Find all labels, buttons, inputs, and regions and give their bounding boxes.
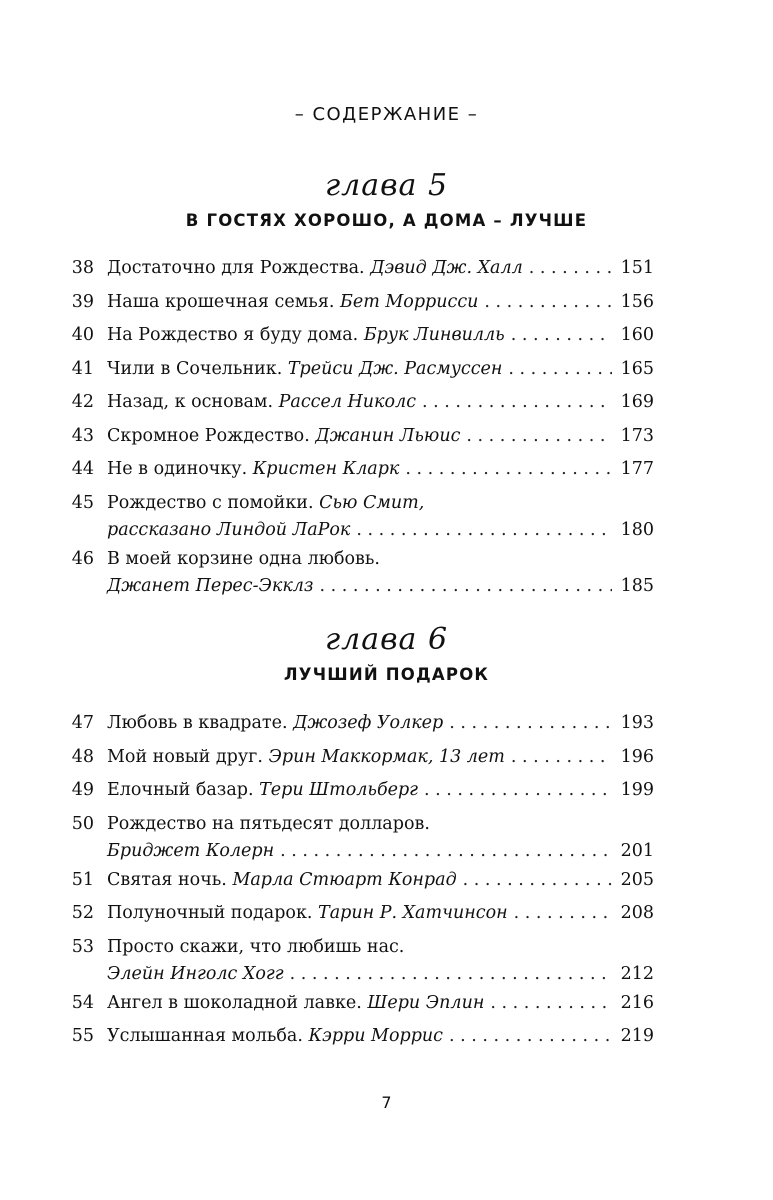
entry-author: Джанет Перес-Экклз bbox=[107, 575, 314, 596]
entry-number: 51 bbox=[71, 869, 94, 890]
entry-number: 45 bbox=[71, 492, 94, 513]
toc-entry bbox=[64, 778, 654, 802]
toc-entry bbox=[64, 323, 654, 347]
entry-number: 42 bbox=[71, 392, 94, 412]
entry-title: Мой новый друг. bbox=[107, 746, 263, 767]
entry-number: 44 bbox=[71, 459, 94, 479]
entry-line bbox=[107, 574, 654, 598]
entry-author: Шери Эплин bbox=[367, 992, 485, 1013]
entry-number: 53 bbox=[71, 936, 94, 957]
toc-entry bbox=[64, 991, 654, 1015]
entry-line bbox=[107, 290, 654, 314]
dot-leader bbox=[466, 424, 612, 448]
entry-number: 47 bbox=[71, 713, 94, 733]
entry-number: 41 bbox=[71, 358, 94, 379]
entry-title: Рождество с помойки. bbox=[107, 492, 314, 513]
entry-number: 43 bbox=[71, 425, 94, 446]
toc-entry bbox=[64, 935, 654, 983]
entry-title: Святая ночь. bbox=[107, 869, 227, 890]
entry-number: 55 bbox=[71, 1026, 94, 1046]
entry-page: 156 bbox=[620, 291, 654, 312]
entry-line bbox=[107, 256, 654, 280]
entry-author: Кэрри Моррис bbox=[308, 1026, 443, 1046]
entry-page: 216 bbox=[620, 992, 654, 1013]
toc-entry bbox=[64, 711, 654, 735]
dot-leader bbox=[514, 901, 612, 925]
entry-line bbox=[107, 991, 654, 1015]
chapter-6-number: глава 6 bbox=[324, 622, 449, 657]
entry-title: Ангел в шоколадной лавке. bbox=[107, 992, 362, 1013]
toc-entry bbox=[64, 868, 654, 892]
entry-number: 49 bbox=[71, 780, 94, 800]
contents-header: – СОДЕРЖАНИЕ – bbox=[294, 104, 479, 125]
dot-leader bbox=[422, 390, 612, 414]
entry-page: 208 bbox=[620, 903, 654, 923]
entry-author: Марла Стюарт Конрад bbox=[232, 869, 457, 890]
dot-leader bbox=[511, 323, 612, 347]
entry-page: 160 bbox=[620, 325, 654, 345]
entry-author: Кристен Кларк bbox=[252, 459, 400, 479]
dot-leader bbox=[511, 745, 612, 769]
toc-entry bbox=[64, 290, 654, 314]
chapter-6-toc bbox=[64, 711, 654, 1058]
entry-line bbox=[107, 778, 654, 802]
entry-author: Тарин Р. Хатчинсон bbox=[318, 903, 508, 923]
toc-entry bbox=[64, 256, 654, 280]
entry-page: 193 bbox=[620, 713, 654, 733]
entry-author: Трейси Дж. Расмуссен bbox=[287, 358, 503, 379]
entry-line bbox=[107, 491, 654, 515]
entry-page: 199 bbox=[620, 780, 654, 800]
entry-number: 54 bbox=[71, 992, 94, 1013]
chapter-5-title: В ГОСТЯХ ХОРОШО, А ДОМА – ЛУЧШЕ bbox=[185, 211, 588, 230]
entry-number: 38 bbox=[71, 258, 94, 278]
entry-author: Элейн Инголс Хогг bbox=[107, 963, 284, 984]
entry-line bbox=[107, 390, 654, 414]
dot-leader bbox=[405, 457, 612, 481]
entry-line bbox=[107, 711, 654, 735]
chapter-5-toc bbox=[64, 256, 654, 603]
dot-leader bbox=[529, 256, 612, 280]
entry-page: 180 bbox=[620, 519, 654, 540]
dot-leader bbox=[290, 962, 612, 986]
entry-author: Эрин Маккормак, 13 лет bbox=[268, 746, 505, 767]
dot-leader bbox=[449, 711, 612, 735]
entry-line bbox=[107, 812, 654, 836]
entry-page: 201 bbox=[620, 840, 654, 861]
entry-number: 48 bbox=[71, 746, 94, 767]
entry-title: На Рождество я буду дома. bbox=[107, 325, 359, 345]
entry-line bbox=[107, 935, 654, 959]
toc-entry bbox=[64, 1024, 654, 1048]
entry-page: 169 bbox=[620, 392, 654, 412]
entry-line bbox=[107, 901, 654, 925]
toc-entry bbox=[64, 424, 654, 448]
entry-title: Наша крошечная семья. bbox=[107, 291, 335, 312]
entry-number: 40 bbox=[71, 325, 94, 345]
entry-page: 173 bbox=[620, 425, 654, 446]
entry-author: Дэвид Дж. Халл bbox=[370, 258, 523, 278]
entry-line bbox=[107, 962, 654, 986]
entry-page: 151 bbox=[620, 258, 654, 278]
dot-leader bbox=[449, 1024, 612, 1048]
entry-author: Сью Смит, bbox=[319, 492, 425, 513]
entry-page: 185 bbox=[620, 575, 654, 596]
entry-line bbox=[107, 323, 654, 347]
entry-line bbox=[107, 518, 654, 542]
chapter-6-title: ЛУЧШИЙ ПОДАРОК bbox=[283, 665, 490, 684]
entry-page: 219 bbox=[620, 1026, 654, 1046]
entry-line bbox=[107, 547, 654, 571]
entry-author: рассказано Линдой ЛаРок bbox=[107, 519, 351, 540]
entry-title: Любовь в квадрате. bbox=[107, 713, 288, 733]
entry-page: 177 bbox=[620, 459, 654, 479]
entry-line bbox=[107, 457, 654, 481]
entry-title: В моей корзине одна любовь. bbox=[107, 548, 380, 569]
page-number: 7 bbox=[381, 1093, 392, 1112]
entry-page: 196 bbox=[620, 746, 654, 767]
toc-entry bbox=[64, 357, 654, 381]
entry-title: Рождество на пятьдесят долларов. bbox=[107, 813, 430, 834]
dot-leader bbox=[356, 518, 612, 542]
entry-page: 165 bbox=[620, 358, 654, 379]
entry-author: Брук Линвилль bbox=[363, 325, 505, 345]
entry-title: Скромное Рождество. bbox=[107, 425, 310, 446]
entry-number: 46 bbox=[71, 548, 94, 569]
entry-line bbox=[107, 745, 654, 769]
dot-leader bbox=[463, 868, 612, 892]
dot-leader bbox=[280, 839, 612, 863]
dot-leader bbox=[424, 778, 612, 802]
entry-line bbox=[107, 868, 654, 892]
dot-leader bbox=[490, 991, 612, 1015]
dot-leader bbox=[484, 290, 612, 314]
entry-line bbox=[107, 357, 654, 381]
toc-entry bbox=[64, 812, 654, 860]
toc-entry bbox=[64, 745, 654, 769]
entry-title: Чили в Сочельник. bbox=[107, 358, 283, 379]
entry-title: Не в одиночку. bbox=[107, 459, 248, 479]
entry-title: Просто скажи, что любишь нас. bbox=[107, 936, 405, 957]
entry-author: Бет Моррисси bbox=[340, 291, 479, 312]
entry-number: 52 bbox=[71, 903, 94, 923]
dot-leader bbox=[319, 574, 612, 598]
entry-title: Назад, к основам. bbox=[107, 392, 274, 412]
entry-author: Тери Штольберг bbox=[259, 780, 419, 800]
entry-page: 205 bbox=[620, 869, 654, 890]
entry-number: 39 bbox=[71, 291, 94, 312]
toc-entry bbox=[64, 491, 654, 539]
toc-entry bbox=[64, 457, 654, 481]
entry-author: Джанин Льюис bbox=[315, 425, 461, 446]
toc-entry bbox=[64, 390, 654, 414]
entry-line bbox=[107, 424, 654, 448]
entry-title: Достаточно для Рождества. bbox=[107, 258, 365, 278]
dot-leader bbox=[508, 357, 612, 381]
toc-entry bbox=[64, 901, 654, 925]
entry-title: Полуночный подарок. bbox=[107, 903, 313, 923]
entry-number: 50 bbox=[71, 813, 94, 834]
entry-title: Елочный базар. bbox=[107, 780, 254, 800]
entry-page: 212 bbox=[620, 963, 654, 984]
entry-title: Услышанная мольба. bbox=[107, 1026, 303, 1046]
entry-author: Джозеф Уолкер bbox=[293, 713, 444, 733]
entry-line bbox=[107, 839, 654, 863]
chapter-5-number: глава 5 bbox=[324, 168, 449, 203]
toc-entry bbox=[64, 547, 654, 595]
entry-author: Бриджет Колерн bbox=[107, 840, 275, 861]
entry-author: Рассел Николс bbox=[278, 392, 416, 412]
entry-line bbox=[107, 1024, 654, 1048]
